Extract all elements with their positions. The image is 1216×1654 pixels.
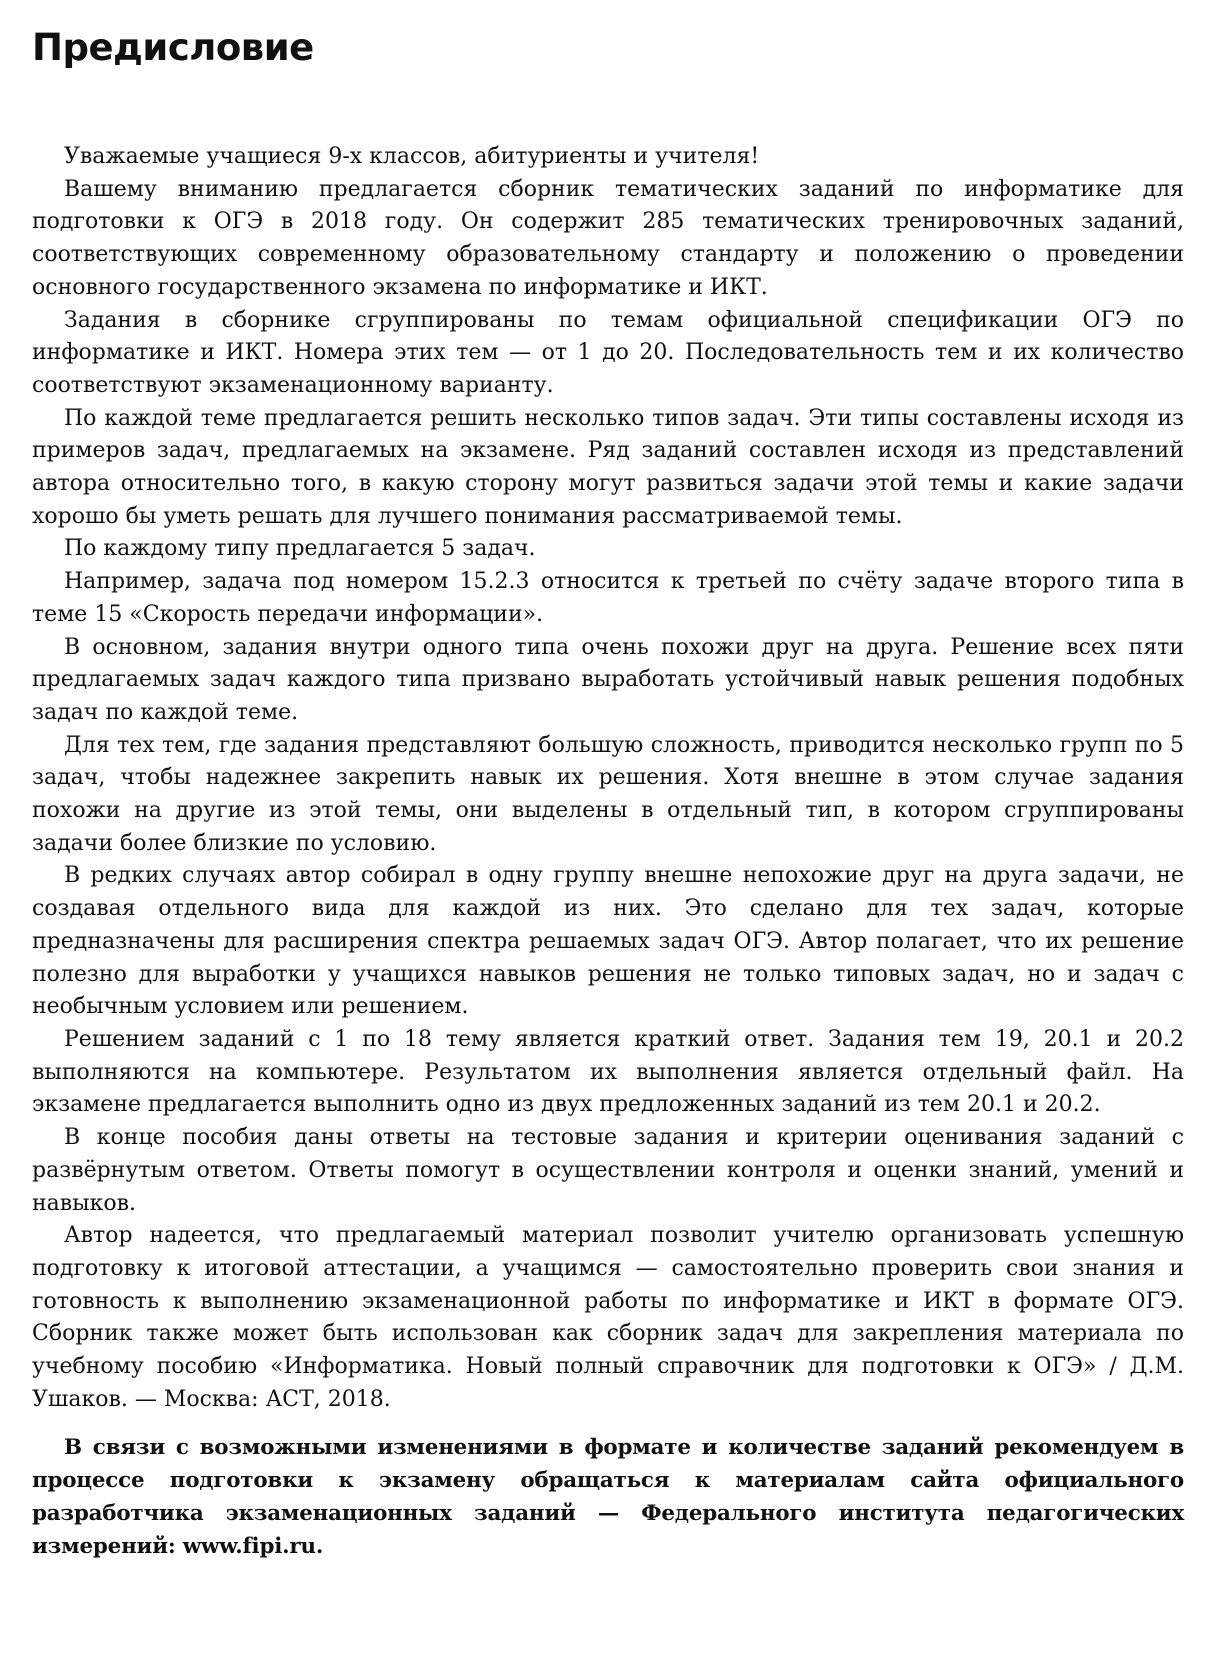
preface-body (32, 141, 1184, 1416)
paragraph-rare-cases: В редких случаях автор собирал в одну группу внешне непохожие друг на друга задачи, не создавая отдельного вида для каждой из них. Это сделано для тех задач, которые предназначены для расширения спектра решаемых задач ОГЭ. Автор полагает, что их решение полезно для выработки у учащихся навыков решения не только типовых задач, но и задач с необычным условием или решением. (32, 863, 1184, 1020)
paragraph-collection-intro: Вашему вниманию предлагается сборник тематических заданий по информатике для подготовки к ОГЭ в 2018 году. Он содержит 285 тематических тренировочных заданий, соответствующих современному образовательному стандарту и положению о проведении основного государственного экзамена по информатике и ИКТ. (32, 176, 1184, 300)
page-title: Предисловие (32, 26, 314, 69)
paragraph-topics-grouping: Задания в сборнике сгруппированы по темам официальной спецификации ОГЭ по информатике и ИКТ. Номера этих тем — от 1 до 20. Последовательность тем и их количество соответствуют экзаменационному варианту. (32, 307, 1184, 398)
fipi-notice: В связи с возможными изменениями в формате и количестве заданий рекомендуем в процессе подготовки к экзамену обращаться к материалам сайта официального разработчика экзаменационных заданий — Федерального института педагогических измерений: www.fipi.ru. (32, 1435, 1184, 1559)
paragraph-five-tasks: По каждому типу предлагается 5 задач. (64, 536, 536, 562)
paragraph-similar-tasks: В основном, задания внутри одного типа очень похожи друг на друга. Решение всех пяти предлагаемых задач каждого типа призвано выработать устойчивый навык решения подобных задач по каждой теме. (32, 634, 1184, 725)
paragraph-answer-format: Решением заданий с 1 по 18 тему является краткий ответ. Задания тем 19, 20.1 и 20.2 выполняются на компьютере. Результатом их выполнения является отдельный файл. На экзамене предлагается выполнить одно из двух предложенных заданий из тем 20.1 и 20.2. (32, 1026, 1184, 1118)
paragraph-greeting: Уважаемые учащиеся 9-х классов, абитуриенты и учителя! (64, 144, 760, 169)
paragraph-author-hope: Автор надеется, что предлагаемый материал позволит учителю организовать успешную подготовку к итоговой аттестации, а учащимся — самостоятельно проверить свои знания и готовность к выполнению экзаменационной работы по информатике и ИКТ в формате ОГЭ. Сборник также может быть использован как сборник задач для закрепления материала по учебному пособию «Информатика. Новый полный справочник для подготовки к ОГЭ» / Д.М. Ушаков. — Москва: АСТ, 2018. (32, 1223, 1184, 1412)
paragraph-task-types: По каждой теме предлагается решить несколько типов задач. Эти типы составлены исходя из примеров задач, предлагаемых на экзамене. Ряд заданий составлен исходя из представлений автора относительно того, в какую сторону могут развиться задачи этой темы и какие задачи хорошо бы уметь решать для лучшего понимания рассматриваемой темы. (32, 405, 1184, 529)
paragraph-answers-section: В конце пособия даны ответы на тестовые задания и критерии оценивания заданий с развёрнутым ответом. Ответы помогут в осуществлении контроля и оценки знаний, умений и навыков. (32, 1125, 1184, 1216)
paragraph-numbering-example: Например, задача под номером 15.2.3 относится к третьей по счёту задаче второго типа в теме 15 «Скорость передачи информации». (32, 569, 1184, 627)
page (32, 18, 1184, 1563)
paragraph-complex-topics: Для тех тем, где задания представляют большую сложность, приводится несколько групп по 5 задач, чтобы надежнее закрепить навык их решения. Хотя внешне в этом случае задания похожи на другие из этой темы, они выделены в отдельный тип, в котором сгруппированы задачи более близкие по условию. (32, 732, 1184, 856)
